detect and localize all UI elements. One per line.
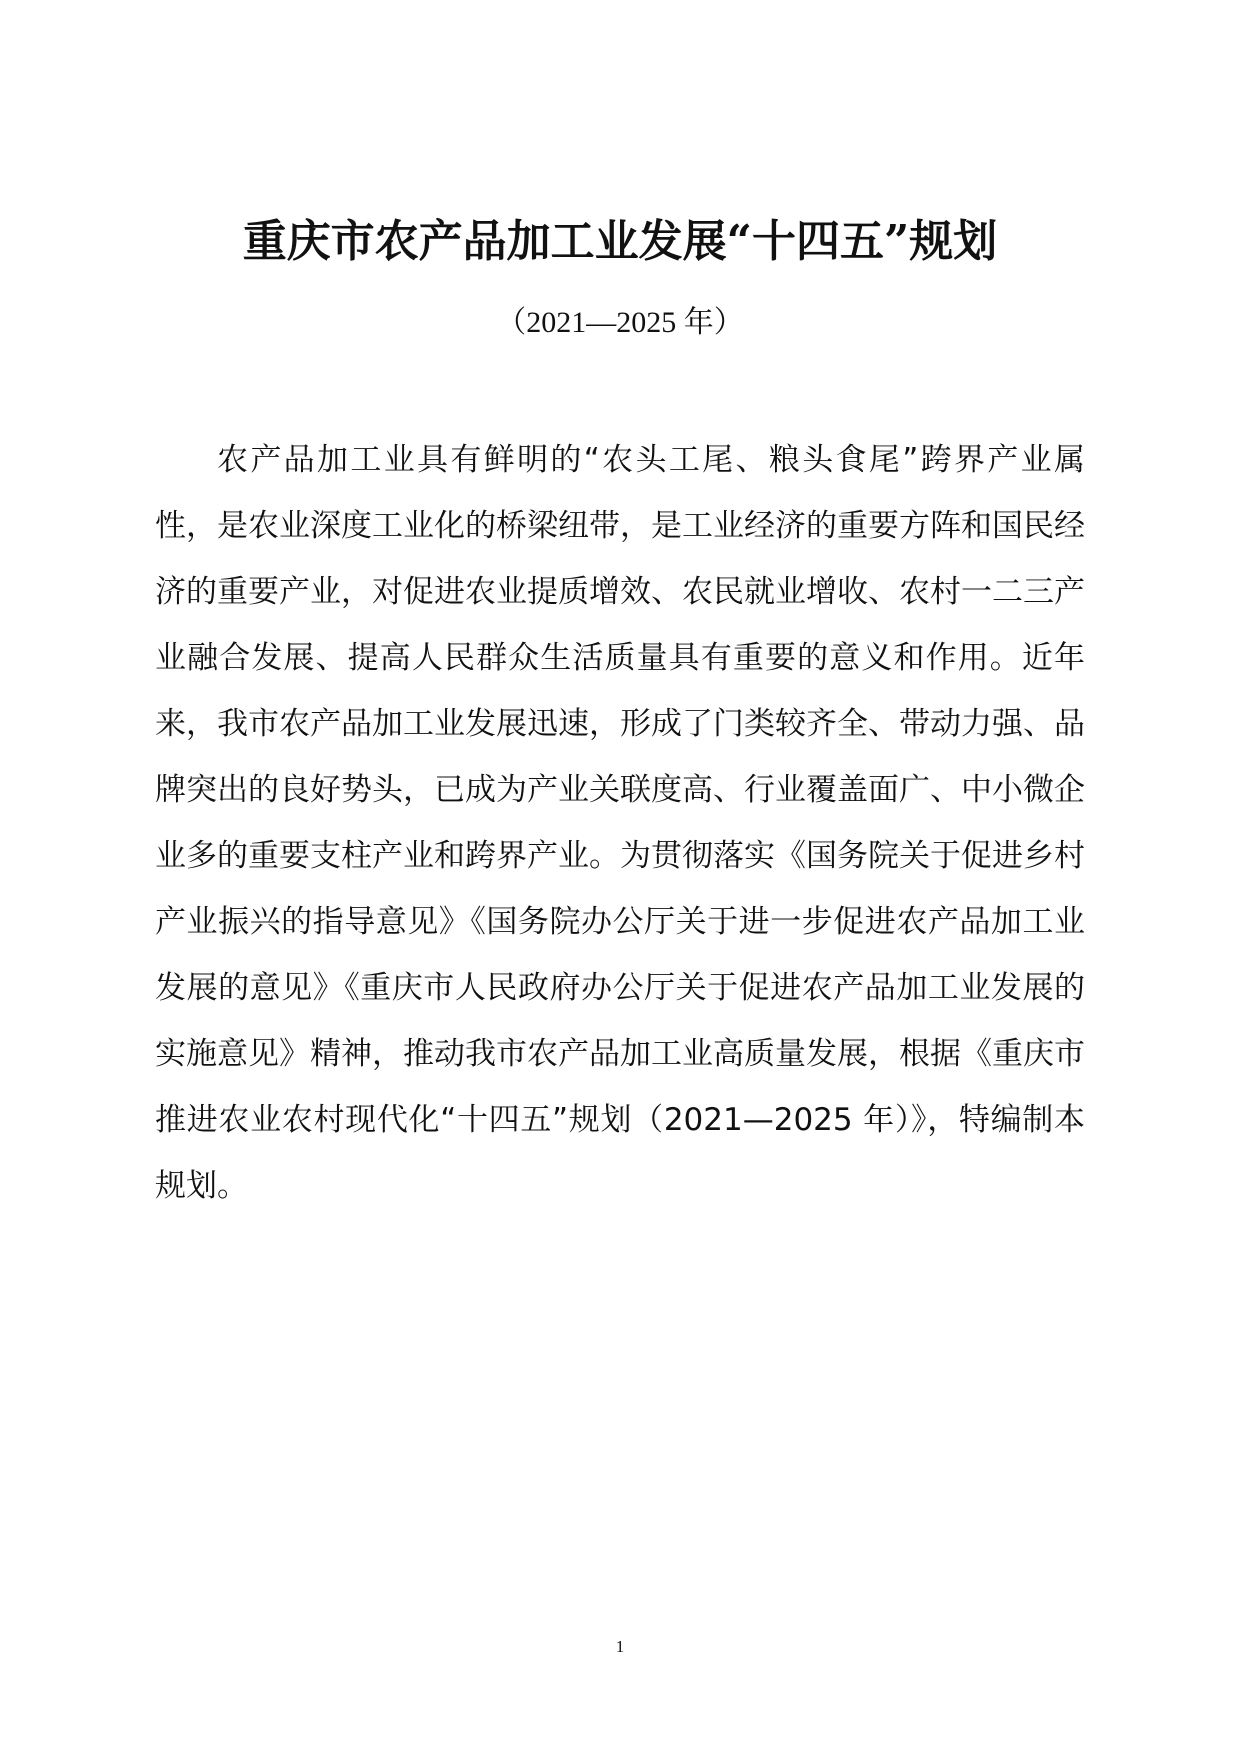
document-title: 重庆市农产品加工业发展“十四五”规划 <box>242 216 998 267</box>
page-number: 1 <box>615 1637 625 1656</box>
document-subtitle: （2021—2025 年） <box>496 306 744 339</box>
body-paragraph: 农产品加工业具有鲜明的“农头工尾、粮头食尾”跨界产业属性，是农业深度工业化的桥梁纽带，是工业经济的重要方阵和国民经济的重要产业，对促进农业提质增效、农民就业增收、农村一二三产业融合发展、提高人民群众生活质量具有重要的意义和作用。近年来，我市农产品加工业发展迅速，形成了门类较齐全、带动力强、品牌突出的良好势头，已成为产业关联度高、行业覆盖面广、中小微企业多的重要支柱产业和跨界产业。为贯彻落实《国务院关于促进乡村产业振兴的指导意见》《国务院办公厅关于进一步促进农产品加工业发展的意见》《重庆市人民政府办公厅关于促进农产品加工业发展的实施意见》精神，推动我市农产品加工业高质量发展，根据《重庆市推进农业农村现代化“十四五”规划（2021—2025 年）》，特编制本规划。 <box>155 442 1085 1204</box>
